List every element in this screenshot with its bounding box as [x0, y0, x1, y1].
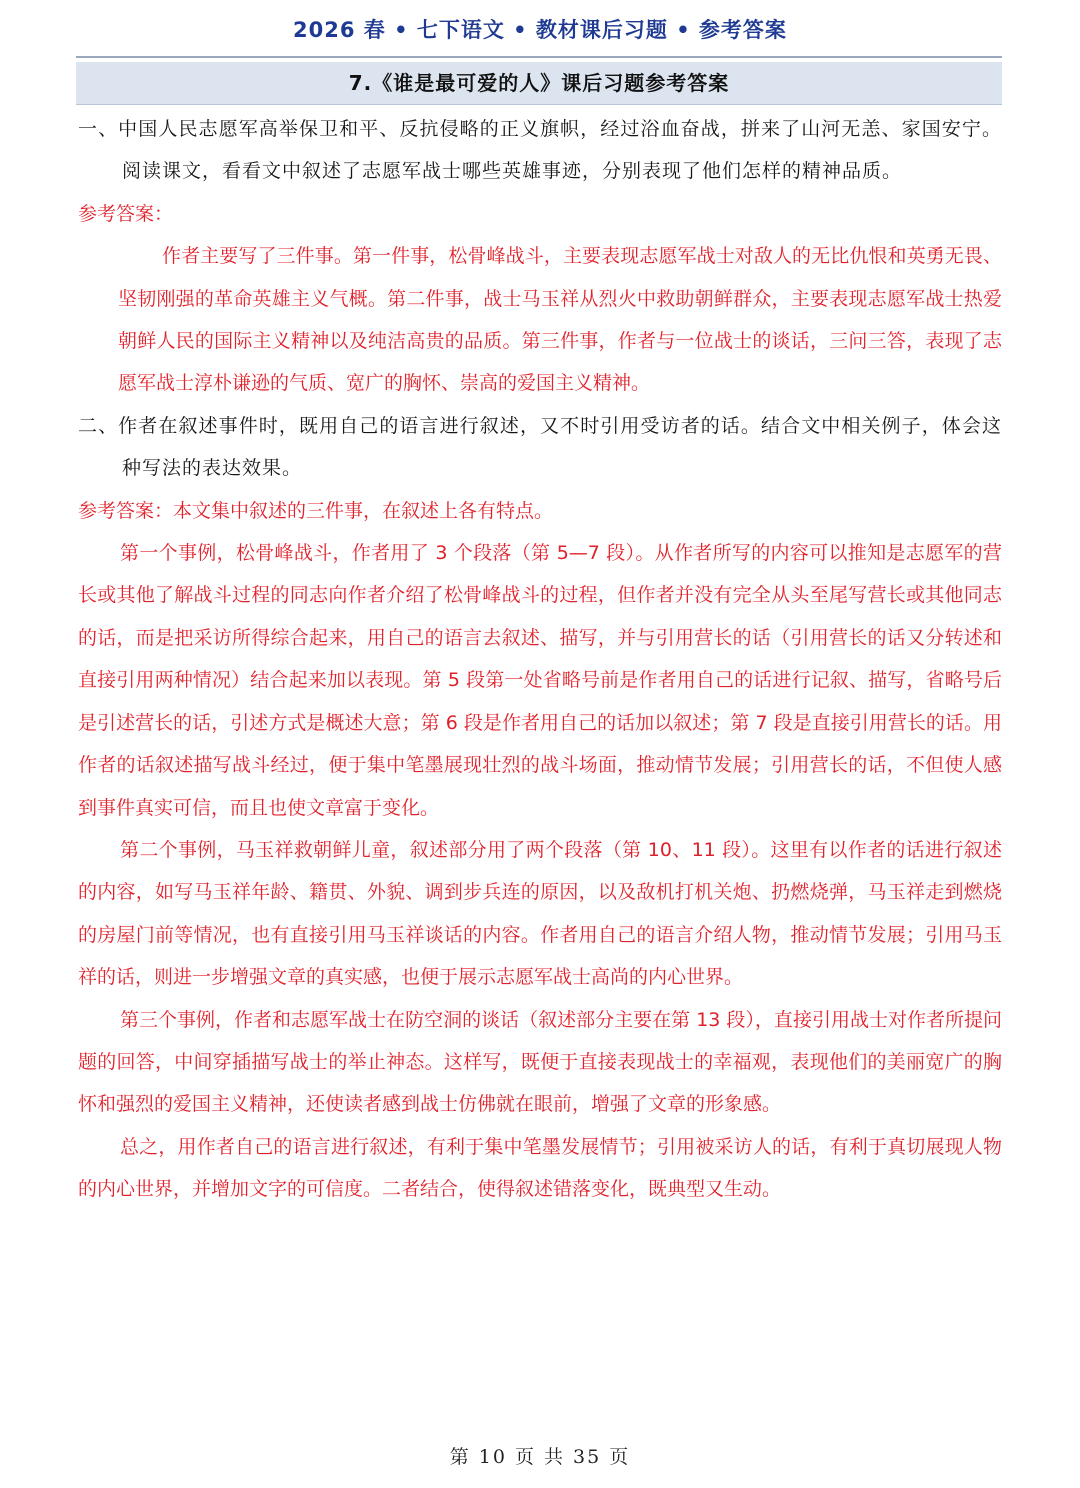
question-2: 二、作者在叙述事件时，既用自己的语言进行叙述，又不时引用受访者的话。结合文中相关例子，体会这种写法的表达效果。: [78, 414, 1002, 480]
answer-2-paragraph-2: 第二个事例，马玉祥救朝鲜儿童，叙述部分用了两个段落（第 10、11 段）。这里有以作者的话进行叙述的内容，如写马玉祥年龄、籍贯、外貌、调到步兵连的原因，以及敌机打机关炮、扔燃烧弹，马玉祥走到燃烧的房屋门前等情况，也有直接引用马玉祥谈话的内容。作者用自己的语言介绍人物，推动情节发展；引用马玉祥的话，则进一步增强文章的真实感，也便于展示志愿军战士高尚的内心世界。: [78, 838, 1002, 989]
answer-2-paragraph-3: 第三个事例，作者和志愿军战士在防空洞的谈话（叙述部分主要在第 13 段），直接引用战士对作者所提问题的回答，中间穿插描写战士的举止神态。这样写，既便于直接表现战士的幸福观，表现他们的美丽宽广的胸怀和强烈的爱国主义精神，还使读者感到战士仿佛就在眼前，增强了文章的形象感。: [78, 1008, 1002, 1116]
document-header: 2026 春 • 七下语文 • 教材课后习题 • 参考答案: [293, 18, 787, 42]
page-number: 第 10 页 共 35 页: [449, 1446, 631, 1468]
answer-label-2: 参考答案：: [78, 499, 174, 522]
answer-2-intro-line: [78, 490, 1002, 532]
header-divider: [76, 56, 1002, 58]
question-1: 一、中国人民志愿军高举保卫和平、反抗侵略的正义旗帜，经过浴血奋战，拼来了山河无恙、家国安宁。阅读课文，看看文中叙述了志愿军战士哪些英雄事迹，分别表现了他们怎样的精神品质。: [78, 118, 1002, 183]
answer-2-intro: 本文集中叙述的三件事，在叙述上各有特点。: [173, 499, 554, 522]
document-body: [78, 108, 1002, 1211]
answer-1: 作者主要写了三件事。第一件事，松骨峰战斗，主要表现志愿军战士对敌人的无比仇恨和英勇无畏、坚韧刚强的革命英雄主义气概。第二件事，战士马玉祥从烈火中救助朝鲜群众，主要表现志愿军战士热爱朝鲜人民的国际主义精神以及纯洁高贵的品质。第三件事，作者与一位战士的谈话，三问三答，表现了志愿军战士淳朴谦逊的气质、宽广的胸怀、崇高的爱国主义精神。: [118, 245, 1002, 395]
answer-2-paragraph-4: 总之，用作者自己的语言进行叙述，有利于集中笔墨发展情节；引用被采访人的话，有利于真切展现人物的内心世界，并增加文字的可信度。二者结合，使得叙述错落变化，既典型又生动。: [78, 1135, 1002, 1201]
answer-2-paragraph-1: 第一个事例，松骨峰战斗，作者用了 3 个段落（第 5—7 段）。从作者所写的内容可以推知是志愿军的营长或其他了解战斗过程的同志向作者介绍了松骨峰战斗的过程，但作者并没有完全从头至尾写营长或其他同志的话，而是把采访所得综合起来，用自己的语言去叙述、描写，并与引用营长的话（引用营长的话又分转述和直接引用两种情况）结合起来加以表现。第 5 段第一处省略号前是作者用自己的话进行记叙、描写，省略号后是引述营长的话，引述方式是概述大意；第 6 段是作者用自己的话加以叙述；第 7 段是直接引用营长的话。用作者的话叙述描写战斗经过，便于集中笔墨展现壮烈的战斗场面，推动情节发展；引用营长的话，不但使人感到事件真实可信，而且也使文章富于变化。: [78, 542, 1002, 819]
lesson-title: 7.《谁是最可爱的人》课后习题参考答案: [348, 71, 730, 95]
answer-label-1: 参考答案：: [78, 202, 174, 225]
